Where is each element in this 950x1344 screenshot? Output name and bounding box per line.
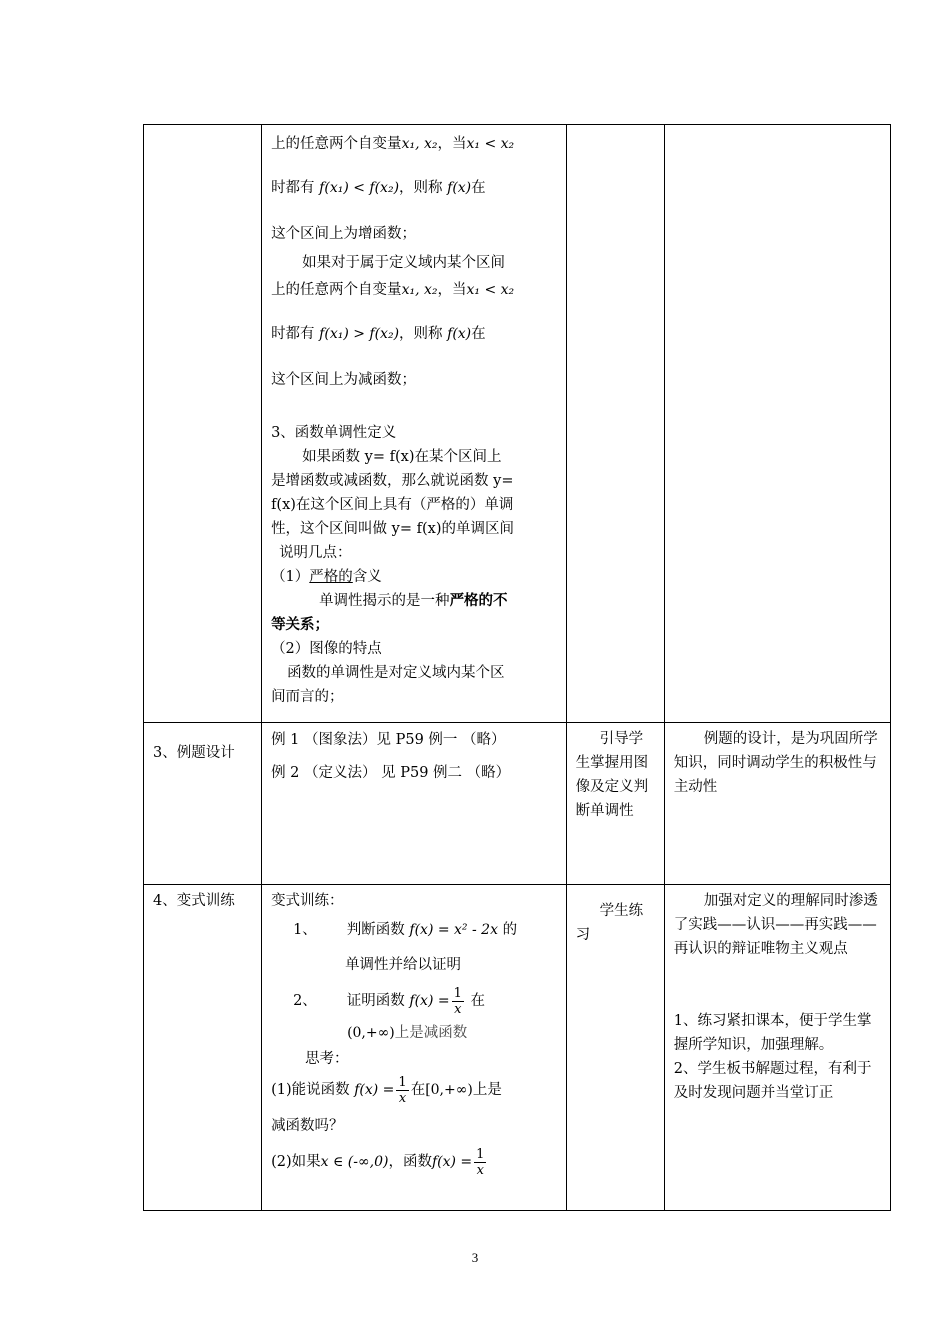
design-purpose-text: 1、练习紧扣课本，便于学生掌握所学知识，加强理解。 xyxy=(673,1013,872,1053)
question-1 xyxy=(271,913,558,947)
student-activity-cell xyxy=(566,723,664,885)
note-2-title: （2）图像的特点 xyxy=(271,641,382,657)
math-expr: x₁ < x₂ xyxy=(466,282,515,298)
design-purpose-cell xyxy=(664,723,890,885)
text-line: 单调性并给以证明 xyxy=(345,957,462,973)
text: 含义 xyxy=(352,569,382,585)
table-row xyxy=(144,885,891,1211)
example-1: 例 1 （图象法）见 P59 例一 （略） xyxy=(271,732,506,748)
design-purpose-text: 例题的设计，是为巩固所学知识，同时调动学生的积极性与主动性 xyxy=(673,731,878,795)
denominator: x xyxy=(476,1162,484,1178)
note-1-title xyxy=(271,565,558,589)
think-1 xyxy=(271,1071,558,1109)
math-expr: f(x) = xyxy=(431,1154,473,1170)
text: 单调性揭示的是一种 xyxy=(319,593,450,609)
math-expr: f(x) = xyxy=(354,1082,395,1098)
step-label: 4、变式训练 xyxy=(153,893,235,909)
design-purpose-cell xyxy=(664,125,890,723)
math-expr: x₁ < x₂ xyxy=(466,136,515,152)
step-cell xyxy=(144,723,262,885)
math-expr: f(x) xyxy=(447,326,472,342)
text: 的 xyxy=(502,922,518,938)
bold-text: 等关系； xyxy=(271,616,330,633)
def-decreasing-line1 xyxy=(271,275,558,305)
fraction xyxy=(474,1147,486,1178)
bold-text: 严格的不 xyxy=(449,592,508,609)
text-line: 函数的单调性是对定义域内某个区 xyxy=(287,665,505,681)
step-label: 3、例题设计 xyxy=(153,745,235,761)
question-number: 1、 xyxy=(293,922,317,938)
design-purpose-cell xyxy=(664,885,890,1211)
math-expr: f(x) xyxy=(447,180,472,196)
text: 在 xyxy=(410,1082,426,1098)
text: ，函数 xyxy=(388,1154,432,1170)
question-2-cont xyxy=(271,1019,558,1047)
numerator: 1 xyxy=(453,985,462,1001)
math-expr: f(x) = xyxy=(409,993,450,1009)
math-expr: f(x₁) > f(x₂) xyxy=(319,326,400,342)
content-cell xyxy=(262,723,567,885)
text-line: 如果函数 y= f(x)在某个区间上 xyxy=(302,449,502,465)
math-expr: x ∈ (-∞,0) xyxy=(320,1154,389,1170)
math-expr: x₁, x₂ xyxy=(401,136,438,152)
student-activity-cell xyxy=(566,125,664,723)
text: 证明函数 xyxy=(346,993,405,1009)
question-number: 2、 xyxy=(293,993,317,1009)
text: 上是 xyxy=(472,1082,502,1098)
math-expr: (0,+∞) xyxy=(347,1025,395,1041)
text-line: f(x)在这个区间上具有（严格的）单调 xyxy=(271,497,514,513)
note-1-text xyxy=(271,589,558,613)
def-increasing-line1 xyxy=(271,129,558,159)
content-cell xyxy=(262,885,567,1211)
text: 时都有 xyxy=(271,326,315,342)
math-expr: x₁, x₂ xyxy=(401,282,438,298)
text: 上是减函数 xyxy=(394,1025,468,1041)
fraction xyxy=(396,1075,408,1106)
think-label: 思考： xyxy=(305,1051,349,1067)
text: (2)如果 xyxy=(271,1154,321,1170)
student-activity-text: 引导学生掌握用图像及定义判断单调性 xyxy=(575,731,649,819)
think-2 xyxy=(271,1143,558,1181)
text: ，则称 xyxy=(399,180,443,196)
math-expr: f(x) = x² - 2x xyxy=(409,922,498,938)
underlined-text: 严格的 xyxy=(309,569,353,585)
training-title: 变式训练： xyxy=(271,893,344,909)
text: 上的任意两个自变量 xyxy=(271,136,402,152)
text-line: 说明几点： xyxy=(279,545,352,561)
text: ，则称 xyxy=(399,326,443,342)
example-2: 例 2 （定义法） 见 P59 例二 （略） xyxy=(271,765,511,781)
step-cell xyxy=(144,885,262,1211)
section-heading: 3、函数单调性定义 xyxy=(271,425,397,441)
text: （1） xyxy=(271,569,310,585)
text: ，当 xyxy=(437,282,467,298)
text: 在 xyxy=(470,993,485,1009)
text-line: 这个区间上为减函数； xyxy=(271,372,417,388)
denominator: x xyxy=(454,1001,462,1017)
text: ，当 xyxy=(437,136,467,152)
content-cell xyxy=(262,125,567,723)
text: 在 xyxy=(471,326,486,342)
lesson-plan-table xyxy=(143,124,891,1211)
numerator: 1 xyxy=(476,1146,485,1162)
text-line: 是增函数或减函数，那么就说函数 y= xyxy=(271,473,514,489)
question-2 xyxy=(271,983,558,1019)
note-1-text-cont xyxy=(271,613,558,637)
student-activity-cell xyxy=(566,885,664,1211)
text-line: 减函数吗？ xyxy=(271,1118,344,1134)
numerator: 1 xyxy=(398,1074,407,1090)
text: 时都有 xyxy=(271,180,315,196)
design-purpose-text: 2、学生板书解题过程，有利于及时发现问题并当堂订正 xyxy=(673,1061,872,1101)
def-decreasing-line2 xyxy=(271,305,558,363)
math-expr: f(x₁) < f(x₂) xyxy=(319,180,400,196)
table-row xyxy=(144,723,891,885)
fraction xyxy=(452,986,464,1017)
text: 在 xyxy=(471,180,486,196)
step-cell xyxy=(144,125,262,723)
text: 上的任意两个自变量 xyxy=(271,282,402,298)
math-expr: [0,+∞) xyxy=(425,1082,473,1098)
text-line: 间而言的； xyxy=(271,689,344,705)
text-line: 这个区间上为增函数； xyxy=(271,226,417,242)
table-row xyxy=(144,125,891,723)
def-increasing-line2 xyxy=(271,159,558,217)
text: 判断函数 xyxy=(346,922,405,938)
denominator: x xyxy=(398,1090,407,1106)
student-activity-text: 学生练习 xyxy=(575,903,644,943)
design-purpose-text: 加强对定义的理解同时渗透了实践——认识——再实践——再认识的辩证唯物主义观点 xyxy=(673,893,878,957)
text-line: 如果对于属于定义域内某个区间 xyxy=(302,255,506,271)
page-number: 3 xyxy=(471,1250,479,1265)
text-line: 性，这个区间叫做 y= f(x)的单调区间 xyxy=(271,521,514,537)
text: (1)能说函数 xyxy=(271,1082,350,1098)
